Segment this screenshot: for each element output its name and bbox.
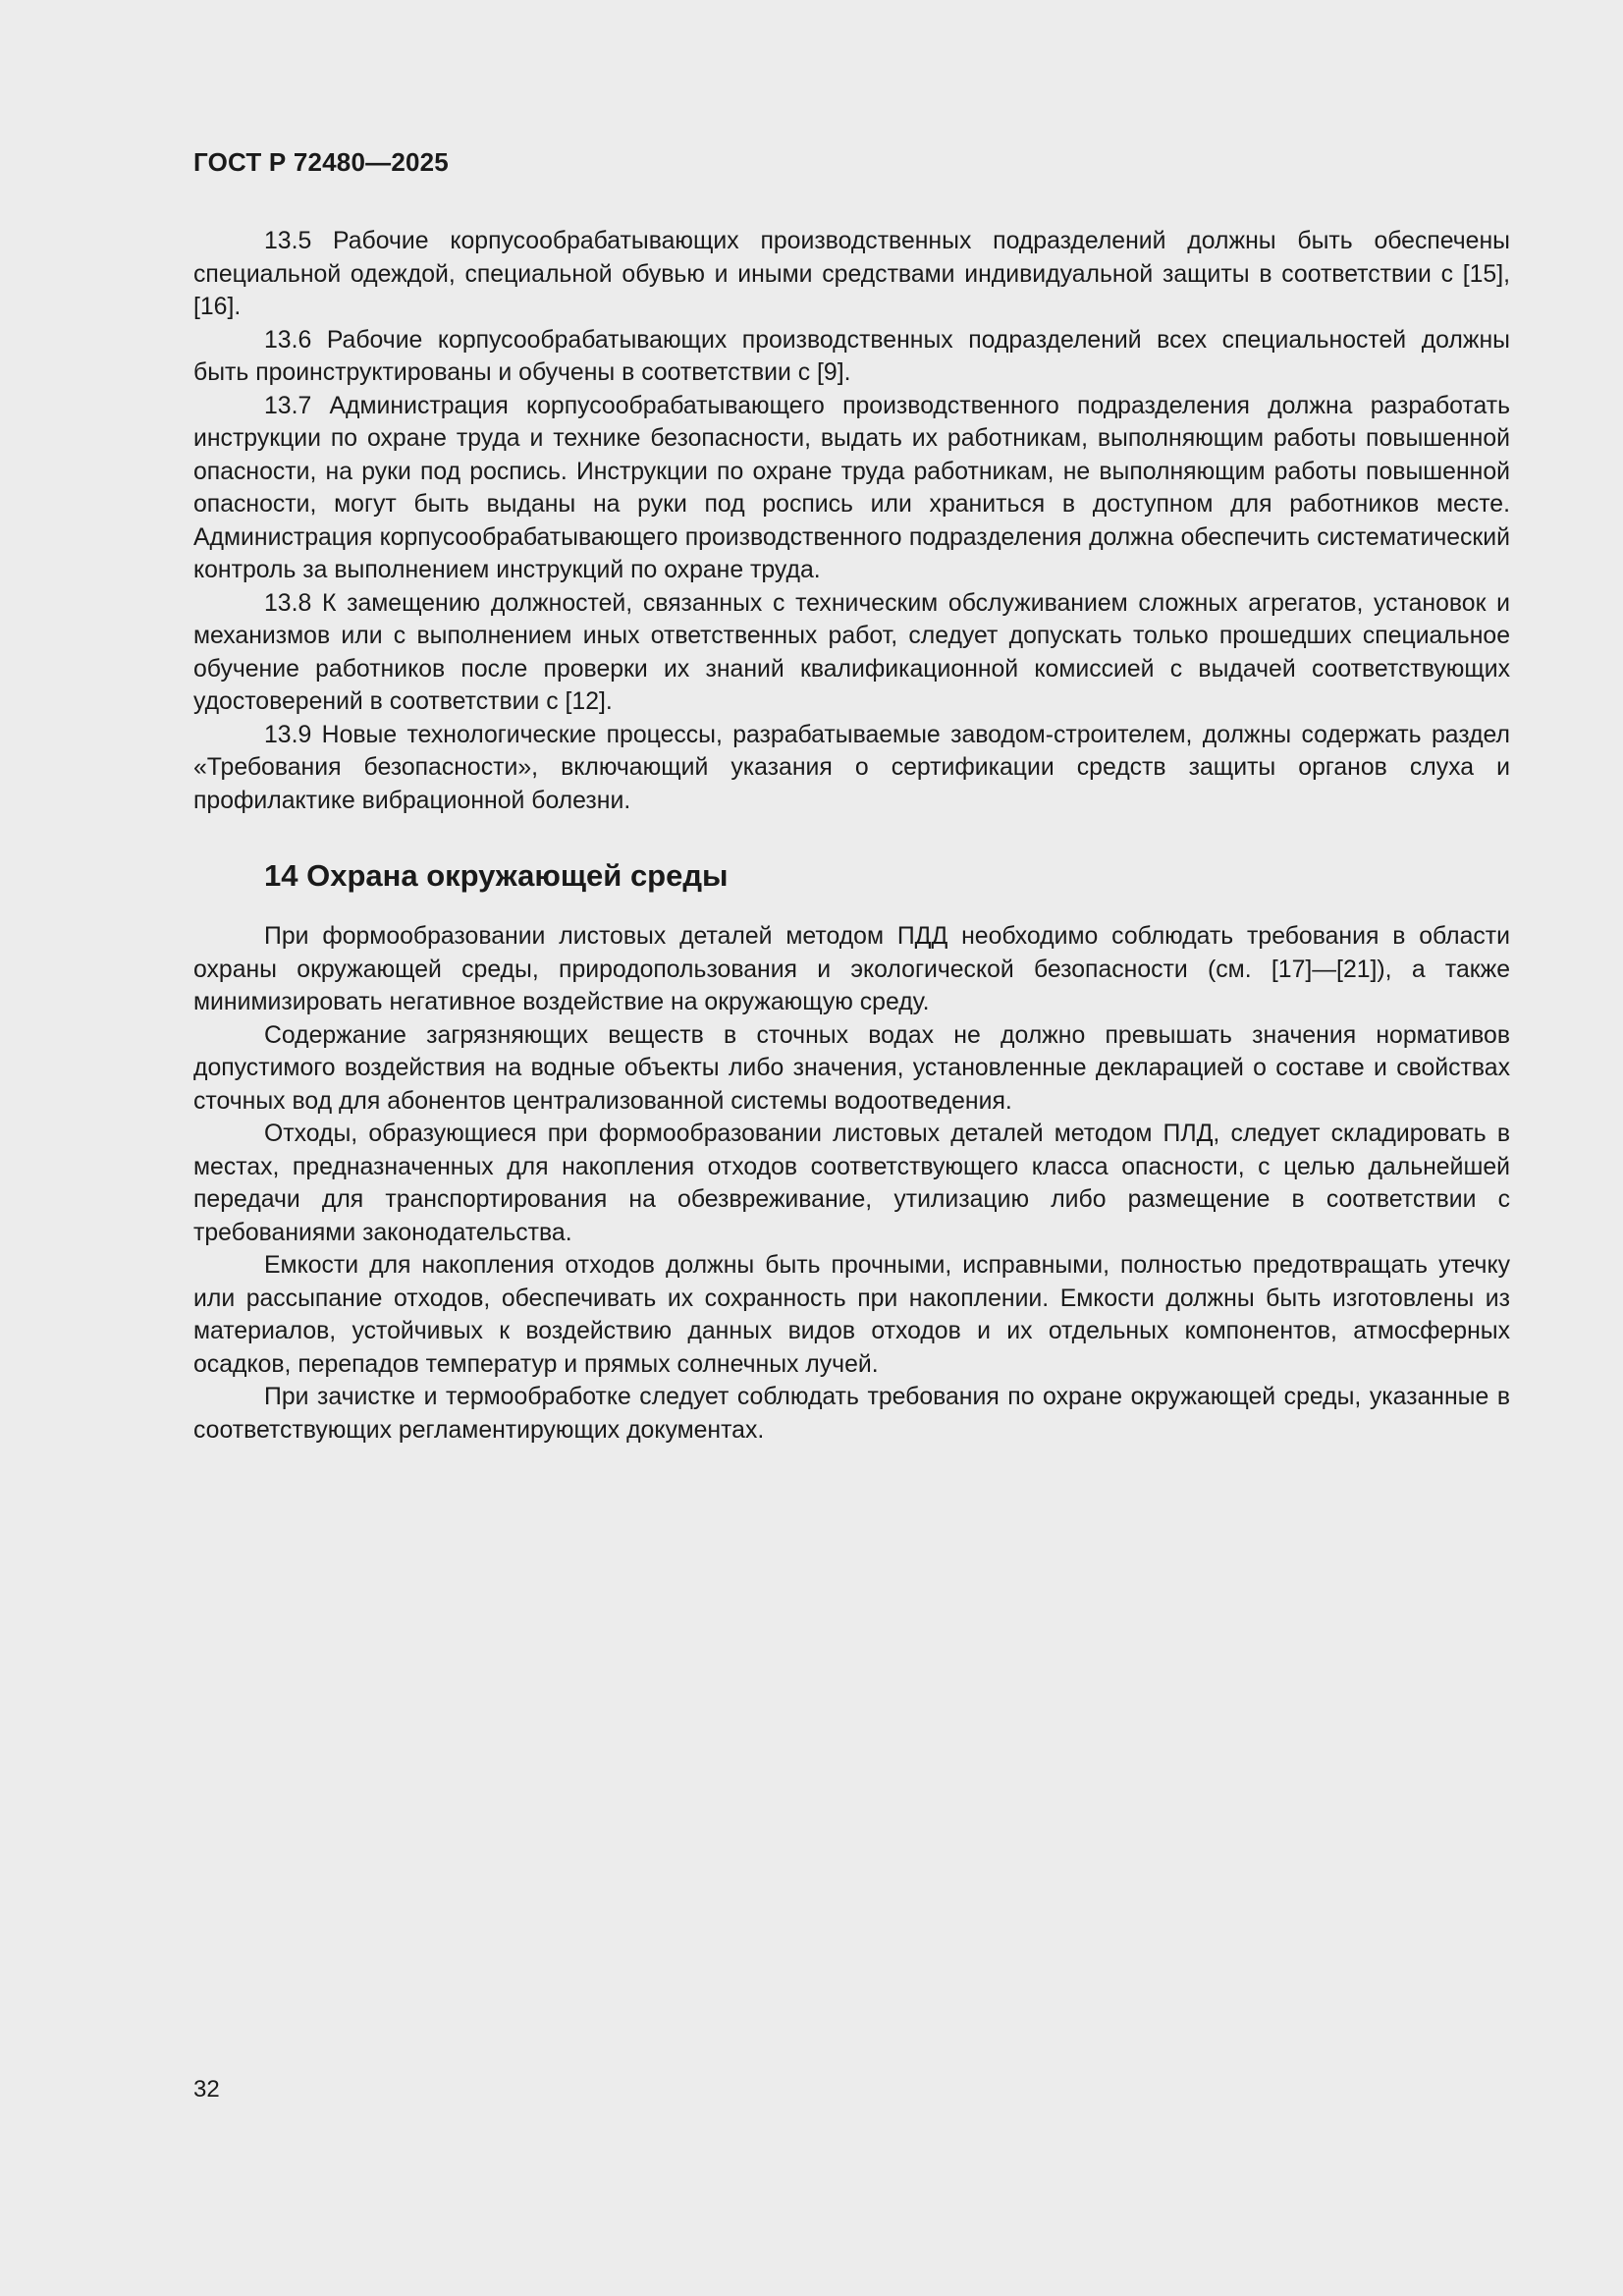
paragraph-14-1: При формообразовании листовых деталей методом ПДД необходимо соблюдать требования в области охраны окружающей среды, природопользования и экологической безопасности (см. [17]—[21]), а также минимизировать негативное воздействие на окружающую среду. [193,923,1510,1015]
paragraph-13-6: 13.6 Рабочие корпусообрабатывающих производственных подразделений всех специальностей должны быть проинструктированы и обучены в соответствии с [9]. [193,326,1510,386]
document-body [193,225,1510,1447]
section-14-heading: 14 Охрана окружающей среды [264,858,729,893]
paragraph-13-8: 13.8 К замещению должностей, связанных с техническим обслуживанием сложных агрегатов, установок и механизмов или с выполнением иных ответственных работ, следует допускать только прошедших специальное обучение работников после проверки их знаний квалификационной комиссией с выдачей соответствующих удостоверений в соответствии с [12]. [193,589,1510,715]
paragraph-14-2: Содержание загрязняющих веществ в сточных водах не должно превышать значения нормативов допустимого воздействия на водные объекты либо значения, установленные декларацией о составе и свойствах сточных вод для абонентов централизованной системы водоотведения. [193,1021,1510,1115]
paragraph-14-3: Отходы, образующиеся при формообразовании листовых деталей методом ПЛД, следует складировать в местах, предназначенных для накопления отходов соответствующего класса опасности, с целью дальнейшей передачи для транспортирования на обезвреживание, утилизацию либо размещение в соответствии с требованиями законодательства. [193,1121,1510,1246]
paragraph-13-7: 13.7 Администрация корпусообрабатывающего производственного подразделения должна разработать инструкции по охране труда и технике безопасности, выдать их работникам, выполняющим работы повышенной опасности, на руки под роспись. Инструкции по охране труда работникам, не выполняющим работы повышенной опасности, могут быть выданы на руки под роспись или храниться в доступном для работников месте. Администрация корпусообрабатывающего производственного подразделения должна обеспечить систематический контроль за выполнением инструкций по охране труда. [193,392,1510,583]
paragraph-13-9: 13.9 Новые технологические процессы, разрабатываемые заводом-строителем, должны содержать раздел «Требования безопасности», включающий указания о сертификации средств защиты органов слуха и профилактике вибрационной болезни. [193,721,1510,814]
paragraph-13-5: 13.5 Рабочие корпусообрабатывающих производственных подразделений должны быть обеспечены специальной одеждой, специальной обувью и иными средствами индивидуальной защиты в соответствии с [15], [16]. [193,228,1510,320]
paragraph-14-5: При зачистке и термообработке следует соблюдать требования по охране окружающей среды, указанные в соответствующих регламентирующих документах. [193,1384,1510,1444]
paragraph-14-4: Емкости для накопления отходов должны быть прочными, исправными, полностью предотвращать утечку или рассыпание отходов, обеспечивать их сохранность при накоплении. Емкости должны быть изготовлены из материалов, устойчивых к воздействию данных видов отходов и их отдельных компонентов, атмосферных осадков, перепадов температур и прямых солнечных лучей. [193,1252,1510,1378]
page-number: 32 [193,2076,220,2103]
document-header: ГОСТ Р 72480—2025 [193,147,449,177]
